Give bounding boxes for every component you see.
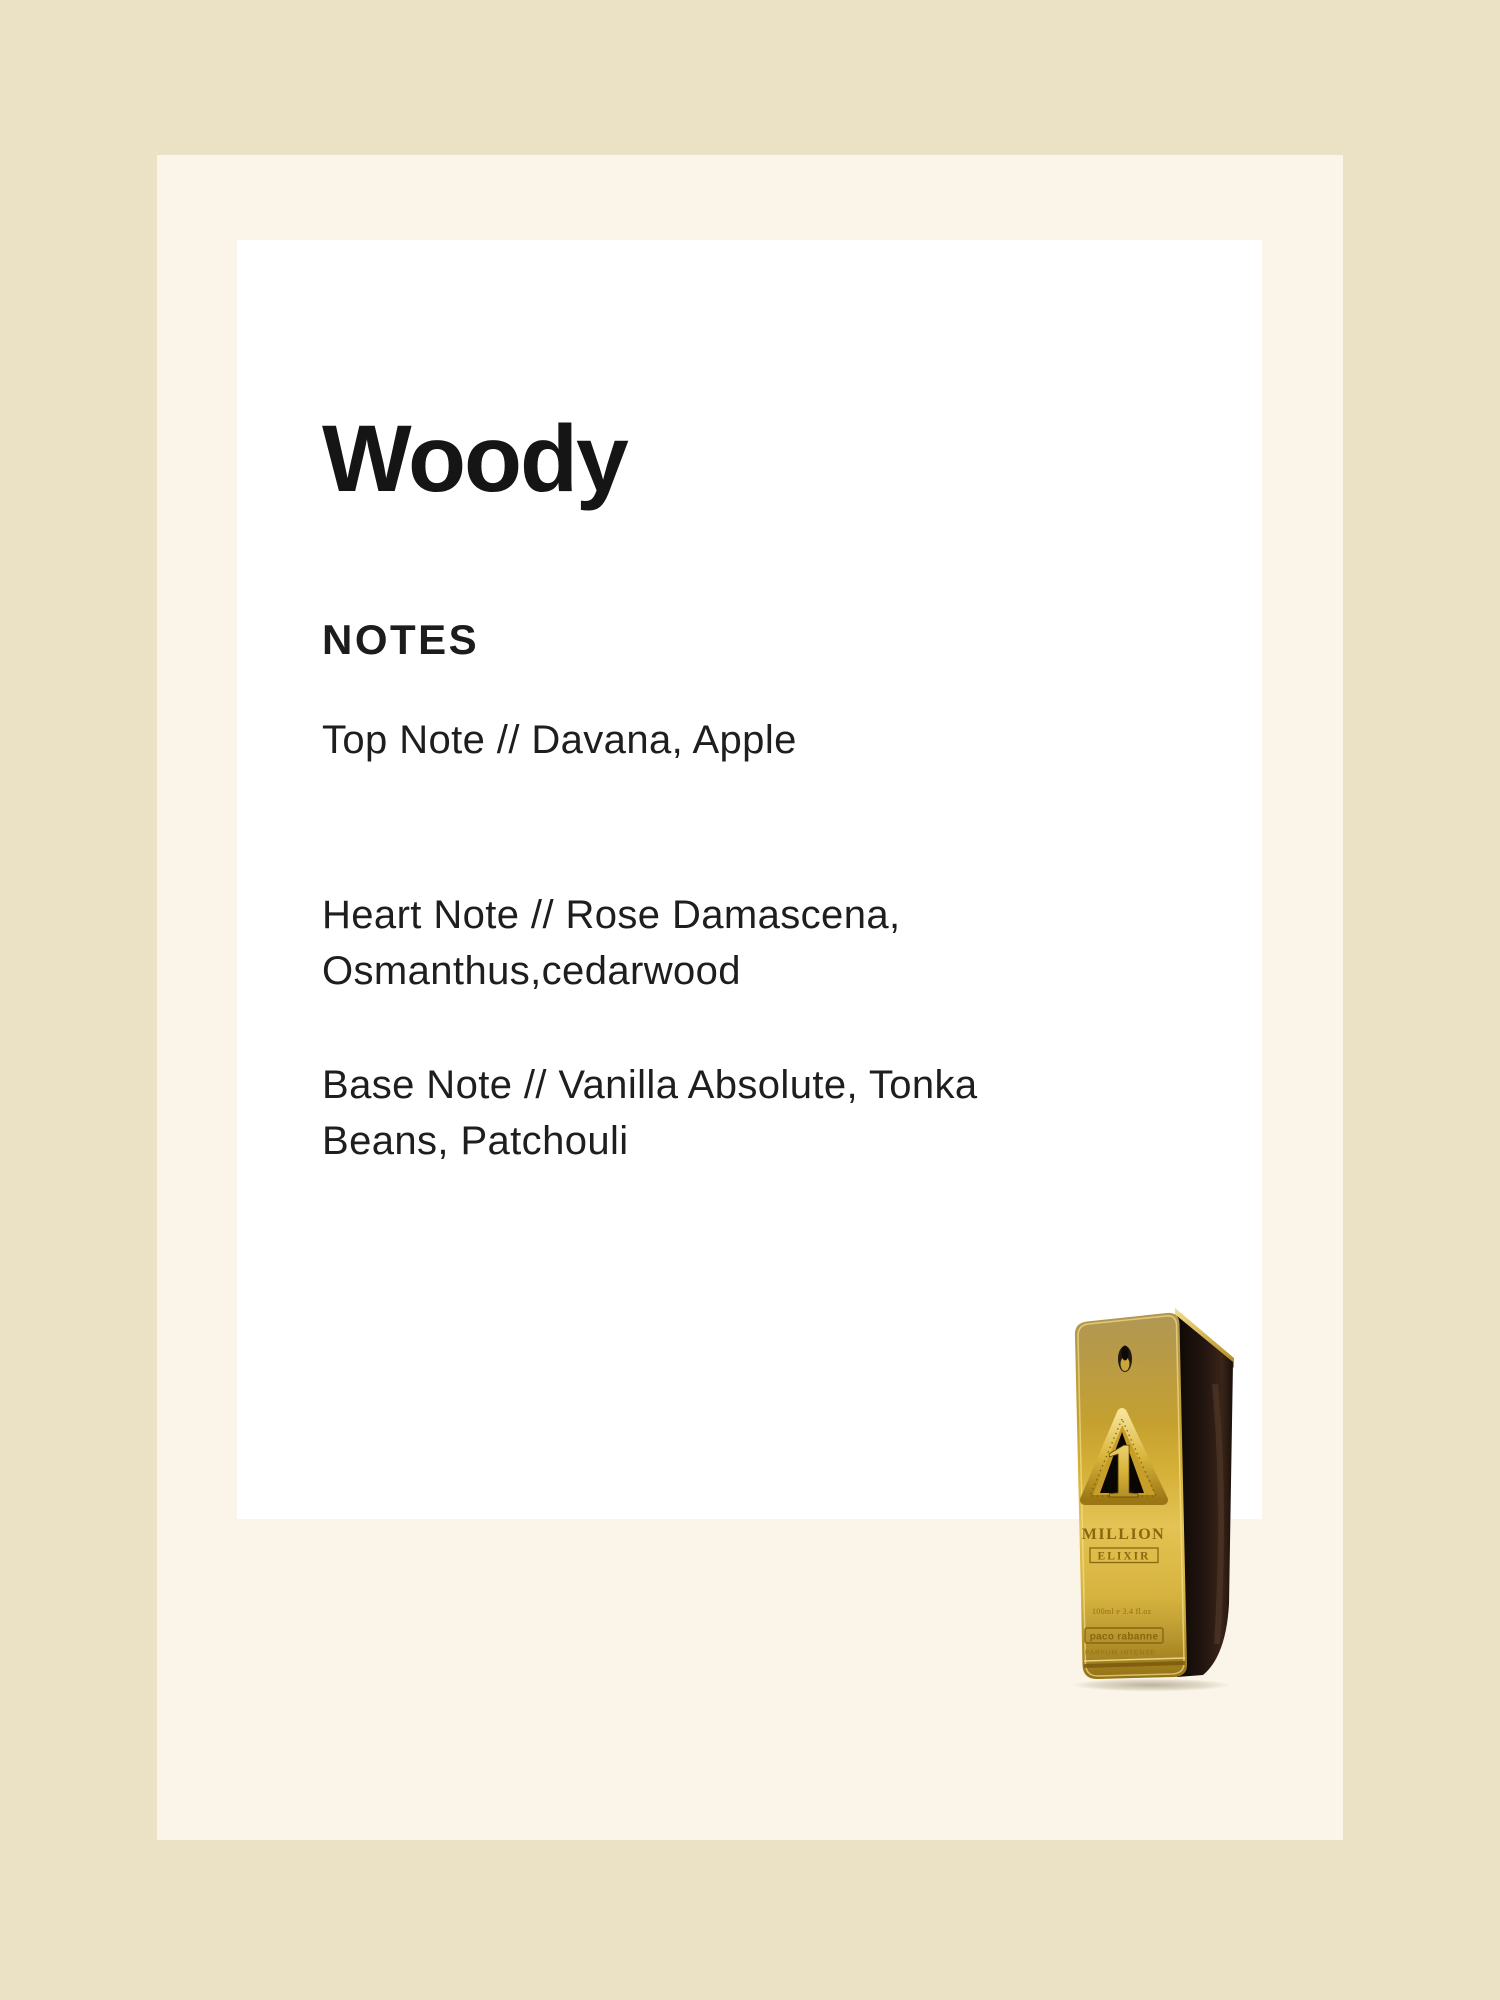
top-note-paragraph [322, 712, 1222, 768]
bottle-shadow [1071, 1679, 1231, 1692]
heart-note-paragraph [322, 887, 1222, 999]
million-label: MILLION [1081, 1526, 1166, 1543]
base-note-line-2: Beans, Patchouli [322, 1119, 629, 1163]
brand-label: paco rabanne [1089, 1631, 1159, 1643]
perfume-bottle-image [1063, 1304, 1235, 1692]
emblem-number: 1 [1103, 1427, 1142, 1514]
heart-note-line-1: Heart Note // Rose Damascena, [322, 893, 901, 937]
elixir-label: ELIXIR [1097, 1550, 1151, 1563]
notes-heading: NOTES [322, 616, 480, 663]
heart-note-line-2: Osmanthus,cedarwood [322, 949, 741, 993]
page-title: Woody [322, 406, 627, 512]
type-label: PARFUM INTENSE [1085, 1649, 1156, 1657]
top-note-line: Top Note // Davana, Apple [322, 718, 797, 762]
base-note-line-1: Base Note // Vanilla Absolute, Tonka [322, 1063, 978, 1107]
volume-label: 100ml e 3.4 fl.oz [1092, 1607, 1152, 1616]
base-note-paragraph [322, 1057, 1222, 1169]
